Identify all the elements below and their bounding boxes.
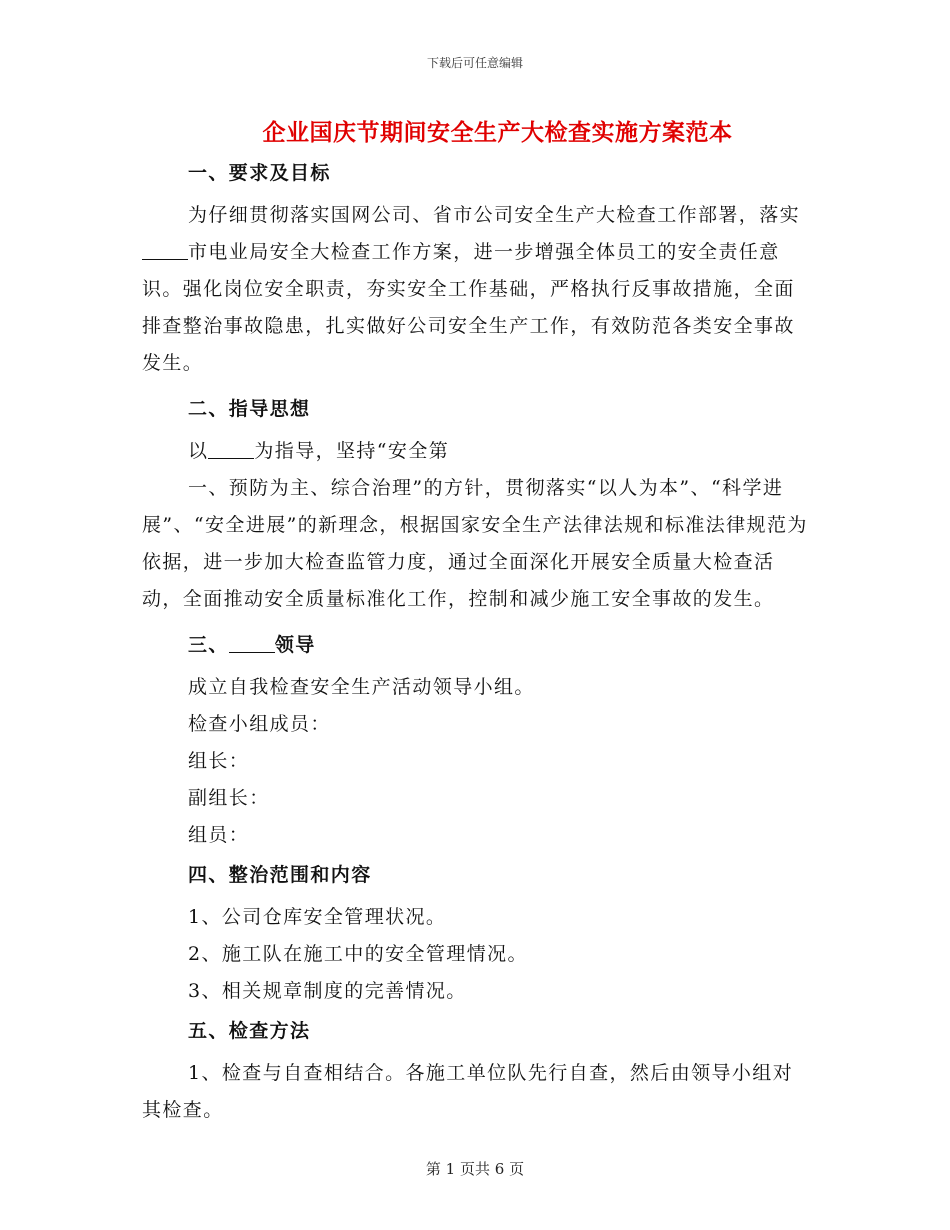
paragraph-text: 以 xyxy=(188,440,209,462)
document-body xyxy=(142,152,810,1129)
paragraph-requirements xyxy=(142,197,810,382)
leadership-line-3: 组长： xyxy=(188,750,250,772)
scope-item-1: 1、公司仓库安全管理状况。 xyxy=(188,906,447,928)
section-heading-3 xyxy=(142,627,810,664)
leadership-line-4: 副组长： xyxy=(188,787,270,809)
paragraph-text: 为指导，坚持“安全第 xyxy=(254,440,450,462)
heading-text: 领导 xyxy=(274,634,316,656)
leadership-line-1: 成立自我检查安全生产活动领导小组。 xyxy=(188,676,535,698)
header-note: 下载后可任意编辑 xyxy=(426,56,523,70)
section-heading-5: 五、检查方法 xyxy=(188,1020,311,1042)
paragraph-text: 市电业局安全大检查工作方案，进一步增强全体员工的安全责任意识。强化岗位安全职责，夯实安全工作基础，严格执行反事故措施，全面排查整治事故隐患，扎实做好公司安全生产工作，有效防范各类安全事故发生。 xyxy=(142,241,795,374)
paragraph-guidance-1 xyxy=(142,433,810,470)
section-heading-1: 一、要求及目标 xyxy=(188,162,331,184)
fill-blank xyxy=(208,439,254,459)
leadership-line-2: 检查小组成员： xyxy=(188,713,331,735)
document-title: 企业国庆节期间安全生产大检查实施方案范本 xyxy=(262,119,733,146)
paragraph-guidance-2: 一、预防为主、综合治理”的方针，贯彻落实“以人为本”、“科学进展”、“安全进展”的新理念，根据国家安全生产法律法规和标准法律规范为依据，进一步加大检查监管力度，通过全面深化开展安全质量大检查活动，全面推动安全质量标准化工作，控制和减少施工安全事故的发生。 xyxy=(142,477,808,610)
paragraph-text: 为仔细贯彻落实国网公司、省市公司安全生产大检查工作部署，落实 xyxy=(188,204,801,226)
page-footer: 第 1 页共 6 页 xyxy=(425,1160,525,1178)
fill-blank xyxy=(229,633,275,653)
fill-blank xyxy=(142,240,188,260)
leadership-line-5: 组员： xyxy=(188,824,250,846)
paragraph-method: 1、检查与自查相结合。各施工单位队先行自查，然后由领导小组对其检查。 xyxy=(142,1062,794,1121)
scope-item-2: 2、施工队在施工中的安全管理情况。 xyxy=(188,943,528,965)
scope-item-3: 3、相关规章制度的完善情况。 xyxy=(188,980,467,1002)
heading-text: 三、 xyxy=(188,634,229,656)
section-heading-2: 二、指导思想 xyxy=(188,398,311,420)
section-heading-4: 四、整治范围和内容 xyxy=(188,864,372,886)
